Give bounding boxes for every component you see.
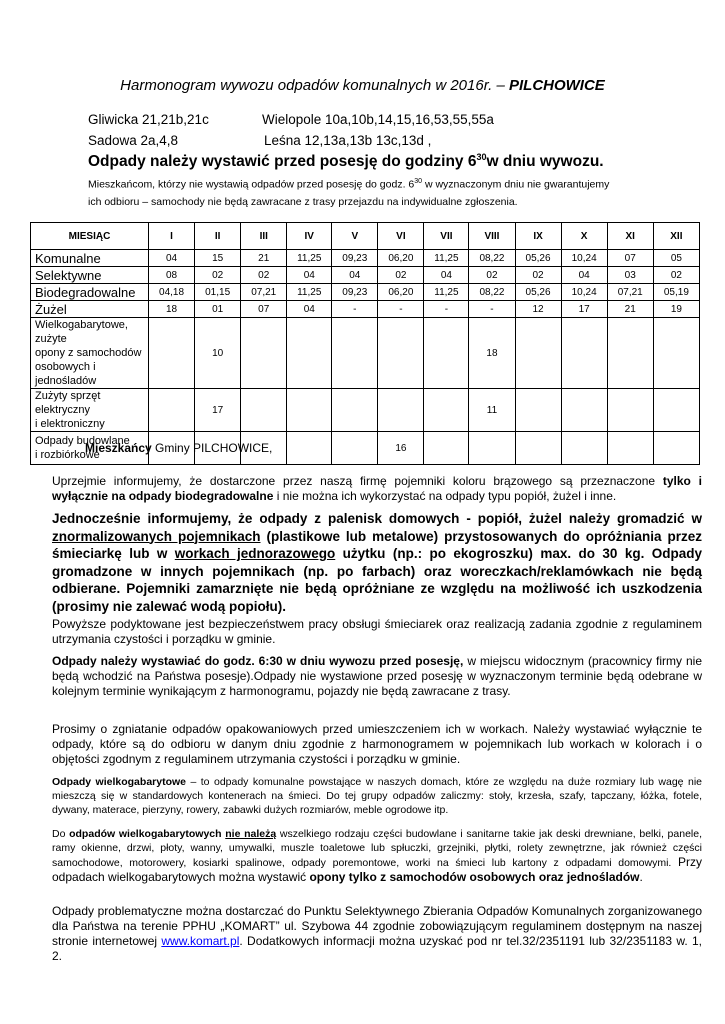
deadline-text: Odpady należy wystawić przed posesję do godziny 6 [88, 153, 477, 171]
page-title [0, 77, 725, 94]
table-cell [378, 389, 424, 432]
table-cell: 04 [287, 267, 332, 284]
table-cell [378, 318, 424, 389]
label-line: Odpady budowlane [35, 435, 130, 447]
table-cell: 04 [424, 267, 469, 284]
note-line1-b: w wyznaczonym dniu nie gwarantujemy [422, 178, 610, 191]
paragraph-7 [52, 827, 702, 885]
p2-u1: znormalizowanych pojemnikach [52, 528, 261, 544]
table-cell [241, 318, 287, 389]
table-cell: 17 [561, 301, 607, 318]
table-cell: 07 [607, 250, 653, 267]
table-cell: 02 [378, 267, 424, 284]
p7-d: Przy odpadach wielkogabarytowych można wystawić [52, 855, 702, 884]
p2-u2: workach jednorazowego [174, 546, 336, 561]
table-cell [332, 389, 378, 432]
header-cell: III [241, 223, 287, 250]
table-cell [653, 389, 699, 432]
label-line: Zużyty sprzęt elektryczny [35, 390, 101, 416]
table-cell: 21 [241, 250, 287, 267]
table-cell: - [378, 301, 424, 318]
table-cell: 18 [149, 301, 195, 318]
paragraph-4 [52, 654, 702, 699]
table-cell [607, 318, 653, 389]
title-main: Harmonogram wywozu odpadów komunalnych w 2016r. – [120, 77, 509, 94]
address-left-1: Gliwicka 21,21b,21c [88, 112, 209, 127]
header-cell: IX [515, 223, 561, 250]
table-cell: 05,26 [515, 284, 561, 301]
table-cell: 11,25 [424, 284, 469, 301]
table-cell [424, 389, 469, 432]
table-cell: 09,23 [332, 284, 378, 301]
table-cell: 11,25 [287, 250, 332, 267]
table-header-row [31, 223, 700, 250]
row-label-multiline [31, 318, 149, 389]
table-cell: 12 [515, 301, 561, 318]
p1-b: tylko i wyłącznie na odpady biodegradowalne [52, 474, 702, 503]
paragraph-8 [52, 904, 702, 964]
table-cell: - [332, 301, 378, 318]
table-cell: 11,25 [287, 284, 332, 301]
table-cell: 04 [149, 250, 195, 267]
label-line: i rozbiórkowe [35, 449, 100, 461]
greeting-rest: Gminy PILCHOWICE, [151, 441, 273, 455]
table-cell: 07,21 [607, 284, 653, 301]
p7-b: odpadów wielkogabarytowych [69, 828, 222, 840]
note-line1-a: Mieszkańcom, którzy nie wystawią odpadów przed posesję do godz. 6 [88, 178, 415, 191]
note-line-2: ich odbioru – samochody nie będą zawracane z trasy przejazdu na indywidualne zgłoszenia. [88, 196, 518, 208]
table-cell: 02 [195, 267, 241, 284]
table-cell [149, 389, 195, 432]
table-cell: 04 [287, 301, 332, 318]
table-row [31, 267, 700, 284]
table-cell: 07,21 [241, 284, 287, 301]
p2-b: (plastikowe lub metalowe) przystosowanych do opróżniania przez śmieciarkę lub w [52, 528, 702, 561]
table-cell [287, 389, 332, 432]
table-cell [561, 389, 607, 432]
deadline-after: w dniu wywozu. [486, 153, 604, 171]
table-cell: 10,24 [561, 284, 607, 301]
header-cell: XII [653, 223, 699, 250]
p7-f: . [639, 870, 643, 884]
table-cell: 09,23 [332, 250, 378, 267]
table-cell: 10,24 [561, 250, 607, 267]
p7-e: opony tylko z samochodów osobowych oraz jednośladów [309, 870, 640, 884]
p2-c: użytku (np.: po ekogroszku) max. do 30 kg. Odpady gromadzone w innych pojemnikach (np. po farbach) oraz woreczkach/reklamówkach nie będą odbierane. Pojemniki zamarznięte nie będą opróżniane ze względu na możliwość ich uszkodzenia (prosimy nie zalewać wodą popiołu). [52, 546, 703, 614]
row-label: Biodegradowalne [31, 284, 149, 301]
table-cell: 11 [469, 389, 515, 432]
table-cell [287, 318, 332, 389]
table-row [31, 284, 700, 301]
deadline-sup: 30 [476, 152, 487, 162]
table-cell [515, 318, 561, 389]
table-cell: 05 [653, 250, 699, 267]
header-cell: IV [287, 223, 332, 250]
address-right-1: Wielopole 10a,10b,14,15,16,53,55,55a [262, 112, 494, 127]
table-cell: 21 [607, 301, 653, 318]
table-cell: - [469, 301, 515, 318]
label-line: opony z samochodów [35, 347, 142, 359]
header-cell: V [332, 223, 378, 250]
table-cell: 10 [195, 318, 241, 389]
table-cell: 05,26 [515, 250, 561, 267]
table-cell: 08,22 [469, 284, 515, 301]
p7-a: Do [52, 828, 70, 840]
table-cell: 11,25 [424, 250, 469, 267]
header-cell: VII [424, 223, 469, 250]
label-line: Wielkogabarytowe, zużyte [35, 319, 128, 345]
header-cell: I [149, 223, 195, 250]
p7-u: nie należą [225, 828, 277, 840]
address-left-2: Sadowa 2a,4,8 [88, 133, 179, 148]
paragraph-3: Powyższe podyktowane jest bezpieczeństwem pracy obsługi śmieciarek oraz realizacją zadania zgodnie z regulaminem utrzymania czystości i porządku w gminie. [52, 617, 702, 646]
table-cell: 02 [241, 267, 287, 284]
table-cell [561, 318, 607, 389]
table-cell [149, 318, 195, 389]
table-cell [332, 318, 378, 389]
header-cell: MIESIĄC [31, 223, 149, 250]
label-line: i elektroniczny [35, 418, 105, 430]
table-cell: 06,20 [378, 250, 424, 267]
p1-a: Uprzejmie informujemy, że dostarczone przez naszą firmę pojemniki koloru brązowego są przeznaczone [52, 474, 663, 488]
table-cell: 08 [149, 267, 195, 284]
table-cell: 02 [515, 267, 561, 284]
paragraph-2 [52, 510, 702, 615]
table-cell: 18 [469, 318, 515, 389]
table-cell: 16 [378, 432, 424, 465]
row-label-multiline [31, 389, 149, 432]
header-cell: XI [607, 223, 653, 250]
table-cell: 02 [469, 267, 515, 284]
title-place: PILCHOWICE [508, 77, 605, 94]
paragraph-5: Prosimy o zgniatanie odpadów opakowaniowych przed umieszczeniem ich w workach. Należy wystawiać wyłącznie te odpady, które są do odbioru w danym dniu zgodnie z harmonogramem w pojemnikach lub workach w kolorach i o objętości zgodnym z regulaminem utrzymania czystości i porządku w gminie. [52, 722, 702, 766]
label-line: osobowych i jednośladów [35, 361, 97, 387]
note-line1-sup: 30 [414, 178, 423, 185]
deadline-heading [88, 152, 604, 171]
table-cell: 02 [653, 267, 699, 284]
table-cell: 04 [332, 267, 378, 284]
table-cell [515, 389, 561, 432]
address-right-2: Leśna 12,13a,13b 13c,13d , [264, 133, 432, 148]
table-cell: 08,22 [469, 250, 515, 267]
row-label: Komunalne [31, 250, 149, 267]
p1-c: i nie można ich wykorzystać na odpady typu popiół, żużel i inne. [273, 489, 617, 503]
table-cell: 17 [195, 389, 241, 432]
table-cell: 03 [607, 267, 653, 284]
table-cell: 04 [561, 267, 607, 284]
table-cell: 04,18 [149, 284, 195, 301]
table-cell: 01,15 [195, 284, 241, 301]
table-row-special [31, 389, 700, 432]
table-row-special [31, 318, 700, 389]
p7-c: wszelkiego rodzaju części budowlane i sanitarne takie jak deski drewniane, belki, panele, ramy okienne, drzwi, płoty, wanny, umywalki, muszle toaletowe lub spłuczki, grzejniki, płytki, rolety zewnętrzne, jak również części samochodowe, motorowery, kosiarki spalinowe, odpady poremontowe, worki na śmieci lub kartony z odpadami domowymi. [52, 828, 703, 869]
note-line-1 [88, 178, 609, 191]
table-row [31, 301, 700, 318]
p8-b: . Dodatkowych informacji można uzyskać pod nr tel.32/2351191 lub 32/2351183 w. 1, 2. [52, 934, 703, 963]
schedule-table [30, 222, 700, 465]
greeting-bold: Mieszkańcy [85, 441, 152, 455]
table-cell: 06,20 [378, 284, 424, 301]
table-row [31, 250, 700, 267]
p4-c: w miejscu widocznym (pracownicy firmy nie będą wchodzić na Państwa posesje).Odpady nie wystawione przed posesję w wyznaczonym terminie będą odebrane w kolejnym terminie wynikającym z harmonogramu, pojazdy nie będą zawracane z trasy. [52, 654, 702, 698]
row-label: Selektywne [31, 267, 149, 284]
table-cell [607, 389, 653, 432]
table-cell [653, 318, 699, 389]
table-cell [241, 389, 287, 432]
p4-b: Odpady należy wystawiać do godz. 6:30 w dniu wywozu przed posesję, [52, 654, 464, 668]
p6-b: Odpady wielkogabarytowe [52, 776, 186, 788]
paragraph-6 [52, 775, 702, 817]
header-cell: VI [378, 223, 424, 250]
table-cell: 19 [653, 301, 699, 318]
header-cell: VIII [469, 223, 515, 250]
p8-a: Odpady problematyczne można dostarczać do Punktu Selektywnego Zbierania Odpadów Komunalnych zorganizowanego dla Państwa na terenie PPHU „KOMART” ul. Szybowa 44 zgodnie zobowiązującym regulaminem dostępnym na naszej stronie internetowej [52, 904, 702, 948]
row-label: Żużel [31, 301, 149, 318]
table-cell: 01 [195, 301, 241, 318]
table-cell: 05,19 [653, 284, 699, 301]
table-cell: 15 [195, 250, 241, 267]
table-cell: - [424, 301, 469, 318]
header-cell: II [195, 223, 241, 250]
komart-link[interactable]: www.komart.pl [161, 934, 240, 948]
table-cell [424, 318, 469, 389]
table-cell: 07 [241, 301, 287, 318]
paragraph-1 [52, 474, 702, 504]
p2-a: Jednocześnie informujemy, że odpady z palenisk domowych - popiół, żużel należy gromadzić w [52, 511, 702, 526]
p6-c: – to odpady komunalne powstające w naszych domach, które ze względu na duże rozmiary lub wagę nie mieszczą się w standardowych kontenerach na śmieci. Do tej grupy odpadów zaliczmy: stoły, krzesła, szafy, tapczany, łóżka, fotele, dywany, materace, pierzyny, rowery, zabawki dużych rozmiarów, meble ogrodowe itp. [52, 776, 702, 816]
header-cell: X [561, 223, 607, 250]
greeting [85, 441, 685, 456]
